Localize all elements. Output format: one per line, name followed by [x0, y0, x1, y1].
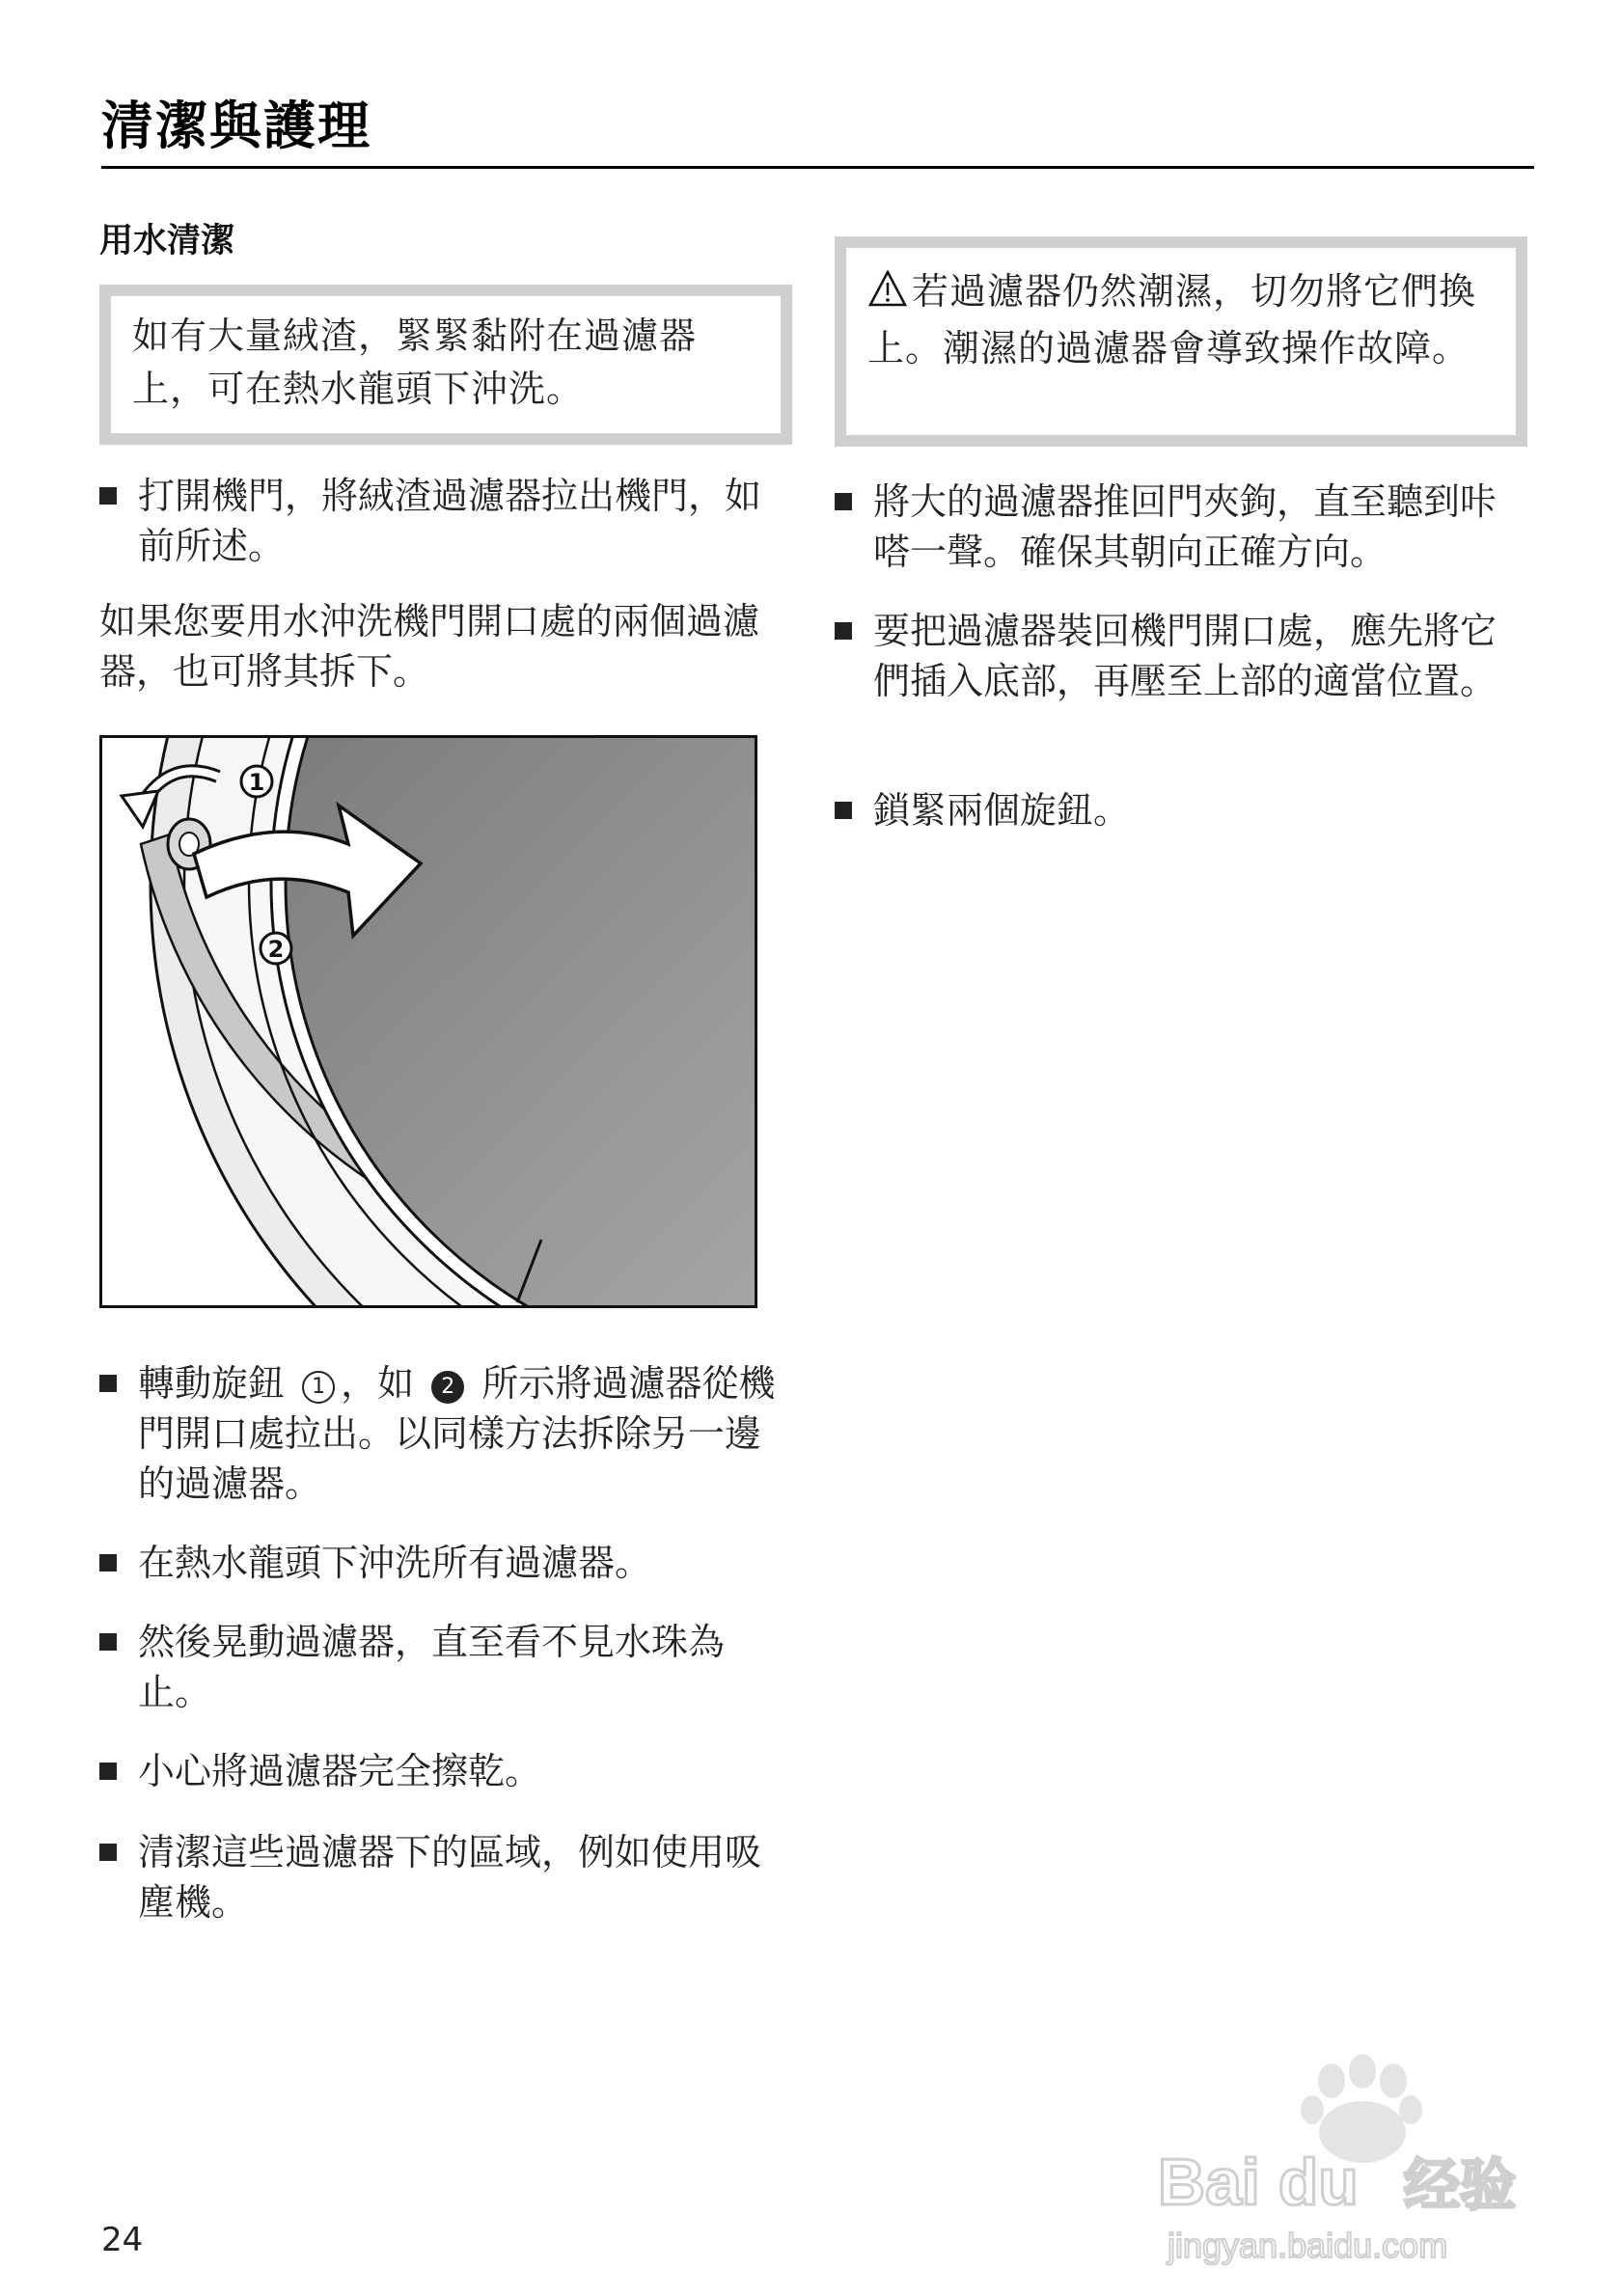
- bullet-text-part: ，如: [341, 1362, 415, 1405]
- callout-2: 2: [267, 936, 285, 963]
- bullet-item: [99, 1827, 792, 1927]
- bullet-item: [835, 606, 1527, 706]
- bullet-text: 要把過濾器裝回機門開口處，應先將它們插入底部，再壓至上部的適當位置。: [873, 610, 1497, 702]
- illustration-svg: [102, 738, 755, 1305]
- bullet-item: [835, 785, 1527, 835]
- warning-box: [835, 236, 1527, 447]
- bullet-square-icon: [99, 1633, 117, 1651]
- section-subheading: 用水清潔: [99, 222, 235, 260]
- bullet-item: [99, 1746, 792, 1796]
- bullet-text: 打開機門，將絨渣過濾器拉出機門，如前所述。: [138, 475, 762, 567]
- bullet-item: [99, 1538, 792, 1588]
- watermark-suffix: 经验: [1404, 2152, 1517, 2218]
- callout-1: 1: [248, 769, 265, 796]
- bullet-item: [99, 1358, 792, 1509]
- marker-2-icon: 2: [431, 1371, 464, 1404]
- bullet-square-icon: [835, 622, 852, 640]
- warning-triangle-icon: [867, 269, 908, 322]
- bullet-square-icon: [99, 1375, 117, 1392]
- baidu-watermark: [1148, 2050, 1563, 2272]
- bullet-square-icon: [99, 487, 117, 505]
- bullet-square-icon: [99, 1554, 117, 1572]
- title-divider: [101, 166, 1534, 169]
- watermark-brand: Bai du: [1158, 2146, 1359, 2219]
- bullet-text-part: 所示將過濾器從機門開口處拉出。以同樣方法拆除另一邊的過濾器。: [138, 1362, 776, 1505]
- bullet-square-icon: [99, 1844, 117, 1861]
- bullet-text: 鎖緊兩個旋鈕。: [873, 789, 1131, 832]
- bullet-text: 在熱水龍頭下沖洗所有過濾器。: [138, 1542, 652, 1584]
- bullet-square-icon: [835, 802, 852, 819]
- bullet-text: 將大的過濾器推回門夾鉤，直至聽到咔嗒一聲。確保其朝向正確方向。: [873, 480, 1497, 573]
- bullet-square-icon: [99, 1763, 117, 1780]
- bullet-square-icon: [835, 493, 852, 510]
- bullet-text-part: 轉動旋鈕: [138, 1362, 286, 1405]
- note-text: 如有大量絨渣，緊緊黏附在過濾器上，可在熱水龍頭下沖洗。: [132, 314, 698, 410]
- warning-text: 若過濾器仍然潮濕，切勿將它們換上。潮濕的過濾器會導致操作故障。: [867, 270, 1477, 369]
- bullet-item: [99, 1617, 792, 1717]
- bullet-text: 然後晃動過濾器，直至看不見水珠為止。: [138, 1621, 726, 1713]
- body-paragraph: 如果您要用水沖洗機門開口處的兩個過濾器，也可將其拆下。: [99, 600, 760, 693]
- page-number: 24: [101, 2221, 144, 2259]
- note-box: [99, 285, 792, 445]
- watermark-url: jingyan.baidu.com: [1168, 2226, 1448, 2265]
- filter-removal-illustration: [99, 735, 757, 1308]
- bullet-item: [99, 471, 792, 571]
- bullet-text: 清潔這些過濾器下的區域，例如使用吸塵機。: [138, 1831, 762, 1924]
- bullet-item: [835, 477, 1527, 577]
- page-title: 清潔與護理: [101, 96, 371, 156]
- bullet-text: 小心將過濾器完全擦乾。: [138, 1750, 542, 1792]
- marker-1-icon: 1: [302, 1371, 335, 1404]
